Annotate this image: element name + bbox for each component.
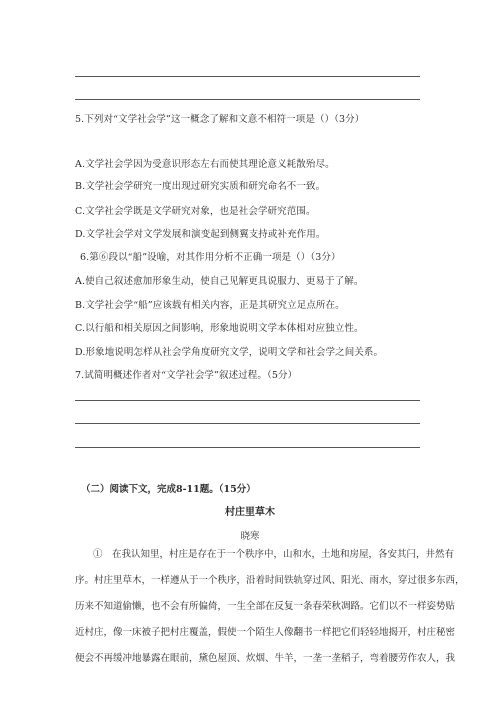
q7-stem: 7.试简明概述作者对“文学社会学”叙述过程。（5分） <box>75 370 298 381</box>
paragraph-line: 近村庄，像一床被子把村庄覆盖，假使一个陌生人像翻书一样把它们轻轻地揭开，村庄秘密 <box>75 627 456 638</box>
answer-line <box>75 447 420 448</box>
paragraph-line: ① 在我认知里，村庄是存在于一个秩序中，山和水，土地和房屋，各安其闩，井然有 <box>93 549 455 560</box>
answer-line <box>75 76 420 77</box>
q6-option-b: B.文学社会学“船”应该载有相关内容，正是其研究立足点所在。 <box>75 300 345 311</box>
q6-option-c: C.以行船和相关原因之间影响，形象地说明文学本体相对应独立性。 <box>75 323 364 334</box>
section-heading: （二）阅读下文，完成8-11题。（15分） <box>81 484 256 495</box>
answer-line <box>75 423 420 424</box>
article-paragraph <box>75 542 465 672</box>
q6-option-d: D.形象地说明怎样从社会学角度研究文学，说明文学和社会学之间关系。 <box>75 347 384 358</box>
article-author: 晓寒 <box>240 531 260 542</box>
paragraph-line: 序。村庄里草木，一样遵从于一个秩序，沿着时间铁轨穿过风、阳光、雨水，穿过很多东西， <box>75 575 465 586</box>
q5-stem: 5.下列对“文学社会学”这一概念了解和文意不相符一项是（）（3分） <box>75 114 365 125</box>
q5-option-b: B.文学社会学研究一度出现过研究实质和研究命名不一致。 <box>75 181 326 192</box>
paragraph-line: 便会不再缓冲地暴露在眼前，黛色屋顶、炊烟、牛羊，一垄一垄稻子，弯着腰劳作农人，我 <box>75 653 456 664</box>
q6-stem: 6.第⑥段以“船”设喻，对其作用分析不正确一项是（）（3分） <box>80 252 341 263</box>
q6-option-a: A.使自己叙述愈加形象生动，使自己见解更具说服力、更易于了解。 <box>75 276 364 287</box>
answer-line <box>75 99 420 100</box>
paragraph-line: 历来不知道偷懒，也不会有所偏倚，一生全部在反复一条春荣秋凋路。它们以不一样姿势贴 <box>75 601 456 612</box>
answer-line <box>75 400 420 401</box>
article-title: 村庄里草木 <box>225 507 275 518</box>
q5-option-a: A.文学社会学因为受意识形态左右而使其理论意义耗散殆尽。 <box>75 159 335 170</box>
q5-option-c: C.文学社会学既是文学研究对象，也是社会学研究范围。 <box>75 206 316 217</box>
q5-option-d: D.文学社会学对文学发展和演变起到侧翼支持或补充作用。 <box>75 229 326 240</box>
